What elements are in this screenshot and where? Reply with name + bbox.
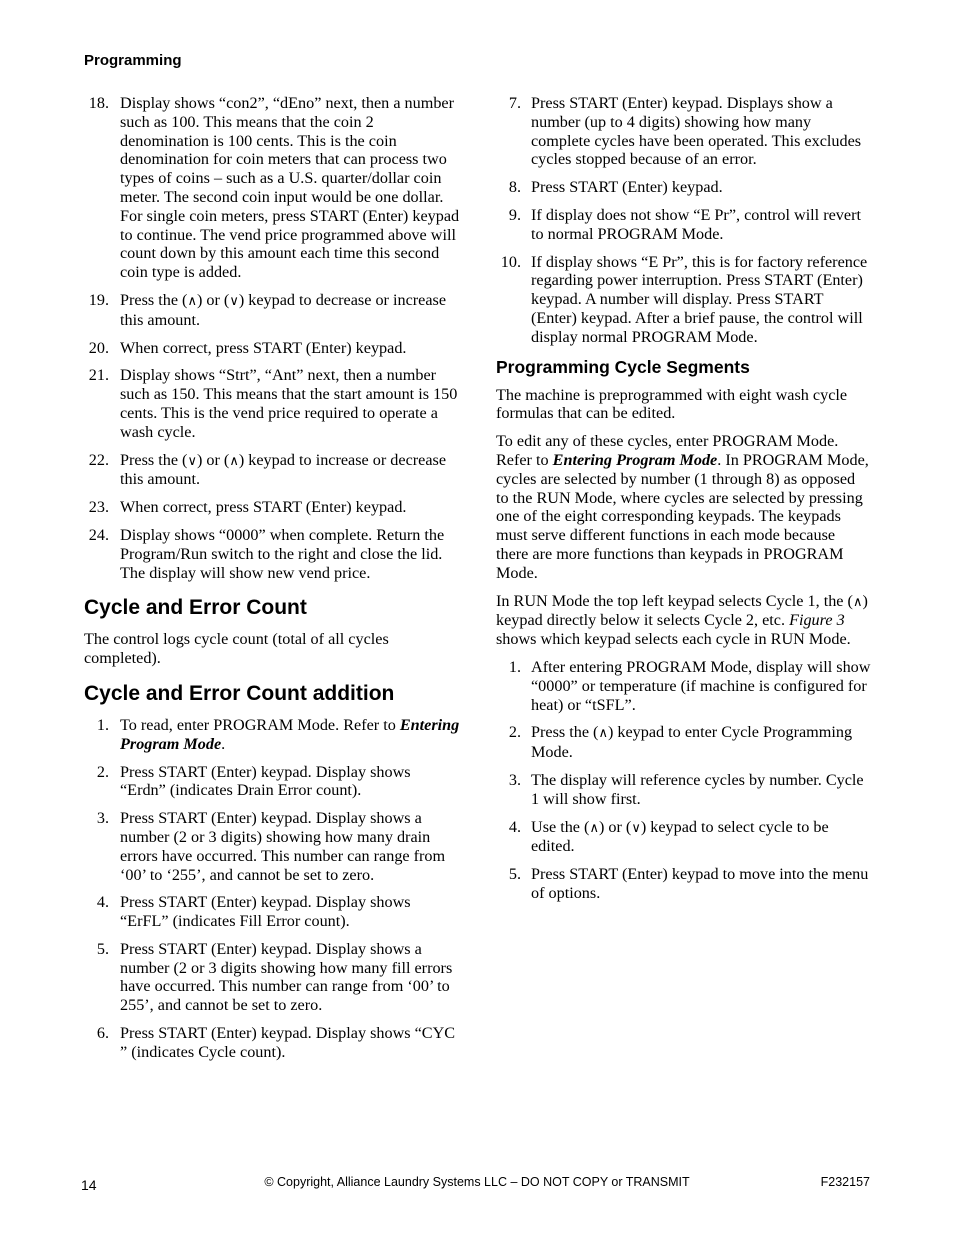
paragraph-cycle-count: The control logs cycle count (total of all cycles completed). xyxy=(84,630,389,668)
heading-cycle-segments: Programming Cycle Segments xyxy=(496,356,750,377)
item-text: Press START (Enter) keypad. Displays show a number (up to 4 digits) showing how many complete cycles have been operated. This excludes cycles stopped because of an error. xyxy=(531,94,862,169)
list-item-2 xyxy=(496,723,871,762)
item-number: 1. xyxy=(96,715,109,734)
item-text: After entering PROGRAM Mode, display will show “0000” or temperature (if machine is configured for heat) or “tSFL”. xyxy=(531,657,871,714)
item-text: ) keypad to decrease or increase this amount. xyxy=(120,290,447,329)
paragraph-preprogrammed: The machine is preprogrammed with eight wash cycle formulas that can be edited. xyxy=(496,385,848,423)
item-number: 9. xyxy=(508,205,521,224)
list-item-4 xyxy=(84,893,460,931)
item-number: 4. xyxy=(508,817,521,836)
item-number: 3. xyxy=(508,770,521,789)
item-text: Press the ( xyxy=(531,723,599,742)
up-symbol: ∧ xyxy=(589,819,599,835)
figure-reference: Figure 3 xyxy=(789,611,845,630)
item-text: . xyxy=(221,734,226,753)
paragraph-run-mode xyxy=(496,592,871,649)
item-text: ) or ( xyxy=(598,817,632,836)
list-item-19 xyxy=(84,291,460,330)
paragraph-text: ) keypad directly below it selects Cycle 2, etc. xyxy=(496,591,868,630)
list-item-3 xyxy=(84,809,460,884)
item-number: 3. xyxy=(96,809,109,828)
item-text: Press the ( xyxy=(120,290,188,309)
cross-reference-link: Entering Program Mode xyxy=(552,450,718,469)
list-item-20 xyxy=(84,339,460,358)
item-text: If display shows “E Pr”, this is for factory reference regarding power interruption. Press START (Enter) keypad. A number will display. Press START (Enter) keypad. After a brief pause, the control will display normal PROGRAM Mode. xyxy=(531,252,868,346)
up-symbol: ∧ xyxy=(187,292,197,308)
section-header: Programming xyxy=(84,52,182,69)
item-text: To read, enter PROGRAM Mode. Refer to xyxy=(120,715,400,734)
item-text: ) keypad to increase or decrease this amount. xyxy=(120,450,447,489)
list-item-7 xyxy=(496,94,871,169)
item-number: 6. xyxy=(96,1024,109,1043)
item-text: When correct, press START (Enter) keypad. xyxy=(120,498,407,517)
list-item-10 xyxy=(496,253,871,347)
up-symbol: ∧ xyxy=(229,452,239,468)
item-text: ) or ( xyxy=(196,290,230,309)
list-item-9 xyxy=(496,206,871,244)
page-footer xyxy=(0,1173,954,1197)
item-number: 5. xyxy=(96,939,109,958)
item-number: 21. xyxy=(88,366,109,385)
item-text: Display shows “con2”, “dEno” next, then a number such as 100. This means that the coin 2 denomination is 100 cents. This is the coin denomination for coin meters that can process two types of coins – such as a U.S. quarter/dollar coin meter. The second coin input would be one dollar. For single coin meters, press START (Enter) keypad to continue. The vend price programmed above will count down by this amount each time this second coin type is added. xyxy=(120,94,460,282)
cross-reference-link: Entering Program Mode xyxy=(120,715,460,753)
list-item-21 xyxy=(84,366,460,441)
up-symbol: ∧ xyxy=(852,593,863,609)
item-number: 2. xyxy=(96,762,109,781)
down-symbol: ∨ xyxy=(187,452,197,468)
item-text: Press START (Enter) keypad. Display shows a number (2 or 3 digits) showing how many drain errors have occurred. This number can range from ‘00’ to ‘255’, and cannot be set to zero. xyxy=(120,809,446,884)
paragraph-text: shows which keypad selects each cycle in RUN Mode. xyxy=(496,630,851,649)
page-number: 14 xyxy=(81,1177,97,1193)
list-item-5 xyxy=(84,940,460,1015)
list-item-1 xyxy=(84,716,460,754)
paragraph-text: . In PROGRAM Mode, cycles are selected by number (1 through 8) as opposed to the RUN Mode, where cycles are selected by pressing one of the eight corresponding keypads. The keypads must serve different functions in each mode because there are more functions than keypads in PROGRAM Mode. xyxy=(496,450,869,582)
heading-cycle-error-addition: Cycle and Error Count addition xyxy=(84,681,395,705)
item-number: 7. xyxy=(508,94,521,112)
list-item-23 xyxy=(84,498,460,517)
right-column xyxy=(496,94,871,912)
list-item-2 xyxy=(84,763,460,801)
item-number: 4. xyxy=(96,893,109,912)
item-text: When correct, press START (Enter) keypad. xyxy=(120,338,407,357)
list-item-8 xyxy=(496,178,871,197)
item-text: ) keypad to enter Cycle Programming Mode. xyxy=(531,723,853,762)
left-column xyxy=(84,94,460,1071)
item-text: Press START (Enter) keypad to move into the menu of options. xyxy=(531,865,869,902)
list-item-5 xyxy=(496,865,871,903)
paragraph-edit-cycles xyxy=(496,432,871,582)
list-item-1 xyxy=(496,658,871,714)
paragraph-text: To edit any of these cycles, enter PROGRAM Mode. Refer to xyxy=(496,432,839,469)
list-item-22 xyxy=(84,451,460,490)
list-item-4 xyxy=(496,818,871,857)
item-text: Press START (Enter) keypad. Display shows “CYC ” (indicates Cycle count). xyxy=(120,1024,456,1061)
paragraph-text: In RUN Mode the top left keypad selects Cycle 1, the ( xyxy=(496,591,853,610)
copyright-notice: © Copyright, Alliance Laundry Systems LLC – DO NOT COPY or TRANSMIT xyxy=(264,1175,690,1189)
item-text: ) keypad to select cycle to be edited. xyxy=(531,817,829,856)
item-number: 1. xyxy=(508,657,521,676)
list-item-3 xyxy=(496,771,871,809)
down-symbol: ∨ xyxy=(631,819,641,835)
item-number: 24. xyxy=(88,525,109,544)
item-number: 2. xyxy=(508,723,521,742)
item-number: 22. xyxy=(88,450,109,469)
item-text: Press START (Enter) keypad. xyxy=(531,178,723,197)
item-number: 10. xyxy=(500,252,521,271)
item-number: 20. xyxy=(88,338,109,357)
item-text: Press the ( xyxy=(120,450,188,469)
item-number: 18. xyxy=(88,94,109,112)
item-text: Press START (Enter) keypad. Display shows “Erdn” (indicates Drain Error count). xyxy=(120,762,411,800)
heading-cycle-error-count: Cycle and Error Count xyxy=(84,596,307,620)
up-symbol: ∧ xyxy=(598,725,608,741)
document-code: F232157 xyxy=(820,1175,870,1189)
list-item-24 xyxy=(84,526,460,582)
item-number: 23. xyxy=(88,498,109,517)
item-text: If display does not show “E Pr”, control will revert to normal PROGRAM Mode. xyxy=(531,205,861,243)
item-number: 8. xyxy=(508,178,521,197)
list-item-6 xyxy=(84,1024,460,1062)
item-number: 19. xyxy=(88,290,109,309)
item-text: Display shows “Strt”, “Ant” next, then a number such as 150. This means that the start amount is 150 cents. This is the vend price required to operate a wash cycle. xyxy=(120,366,458,441)
item-text: ) or ( xyxy=(196,450,230,469)
down-symbol: ∨ xyxy=(229,292,239,308)
item-text: Press START (Enter) keypad. Display shows “ErFL” (indicates Fill Error count). xyxy=(120,893,411,931)
list-item-18 xyxy=(84,94,460,282)
item-number: 5. xyxy=(508,865,521,884)
item-text: Display shows “0000” when complete. Return the Program/Run switch to the right and close the lid. The display will show new vend price. xyxy=(120,525,445,582)
item-text: The display will reference cycles by number. Cycle 1 will show first. xyxy=(531,770,864,808)
item-text: Use the ( xyxy=(531,817,590,836)
item-text: Press START (Enter) keypad. Display shows a number (2 or 3 digits showing how many fill errors have occurred. This number can range from ‘00’ to 255’, and cannot be set to zero. xyxy=(120,939,453,1015)
